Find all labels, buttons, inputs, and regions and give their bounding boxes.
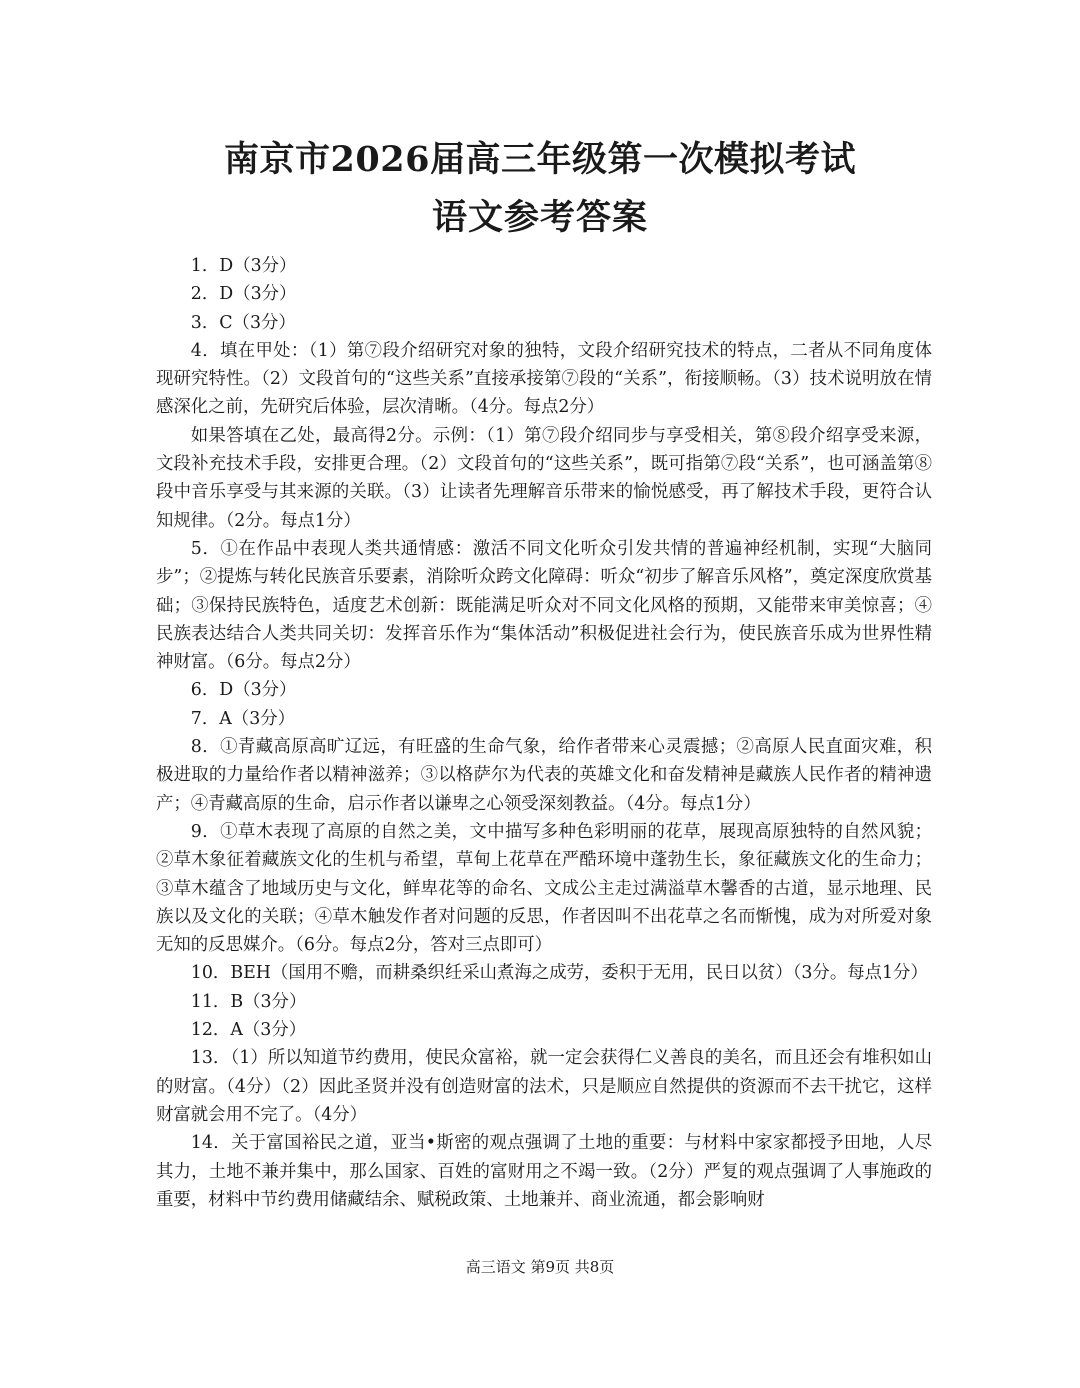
answer-9: 9．①草木表现了高原的自然之美，文中描写多种色彩明丽的花草，展现高原独特的自然风貌；②草木象征着藏族文化的生机与希望，草甸上花草在严酷环境中蓬勃生长，象征藏族文化的生命力；③草木蕴含了地域历史与文化，鲜卑花等的命名、文成公主走过满溢草木馨香的古道，显示地理、民族以及文化的关联；④草木触发作者对问题的反思，作者因叫不出花草之名而惭愧，成为对所爱对象无知的反思媒介。（6分。每点2分，答对三点即可） — [156, 821, 932, 956]
answer-4-alternative: 如果答填在乙处，最高得2分。示例：（1）第⑦段介绍同步与享受相关，第⑧段介绍享受来源，文段补充技术手段，安排更合理。（2）文段首句的“这些关系”，既可指第⑦段“关系”，也可涵盖第⑧段中音乐享受与其来源的关联。（3）让读者先理解音乐带来的愉悦感受，再了解技术手段，更符合认知规律。（2分。每点1分） — [156, 425, 932, 531]
document-subtitle: 语文参考答案 — [431, 197, 648, 238]
answer-list — [156, 252, 932, 1214]
answer-5: 5．①在作品中表现人类共通情感：激活不同文化听众引发共情的普遍神经机制，实现“大脑同步”；②提炼与转化民族音乐要素，消除听众跨文化障碍：听众“初步了解音乐风格”，奠定深度欣赏基础；③保持民族特色，适度艺术创新：既能满足听众对不同文化风格的预期，又能带来审美惊喜；④民族表达结合人类共同关切：发挥音乐作为“集体活动”积极促进社会行为，使民族音乐成为世界性精神财富。（6分。每点2分） — [156, 538, 932, 673]
answer-11: 11．B（3分） — [190, 991, 307, 1012]
answer-12: 12．A（3分） — [190, 1020, 307, 1041]
answer-10: 10．BEH（国用不赡，而耕桑织纴采山煮海之成劳，委积于无用，民日以贫）（3分。每点1分） — [190, 963, 928, 984]
answer-4: 4．填在甲处：（1）第⑦段介绍研究对象的独特，文段介绍研究技术的特点，二者从不同角度体现研究特性。（2）文段首句的“这些关系”直接承接第⑦段的“关系”，衔接顺畅。（3）技术说明放在情感深化之前，先研究后体验，层次清晰。（4分。每点2分） — [156, 340, 932, 418]
answer-1: 1．D（3分） — [190, 256, 297, 276]
answer-7: 7．A（3分） — [190, 708, 296, 729]
answer-6: 6．D（3分） — [190, 680, 297, 701]
answer-13: 13．（1）所以知道节约费用，使民众富裕，就一定会获得仁义善良的美名，而且还会有堆积如山的财富。（4分）（2）因此圣贤并没有创造财富的法术，只是顺应自然提供的资源而不去干扰它，这样财富就会用不完了。（4分） — [156, 1048, 932, 1125]
answer-14: 14．关于富国裕民之道，亚当•斯密的观点强调了土地的重要：与材料中家家都授予田地，人尽其力，土地不兼并集中，那么国家、百姓的富财用之不竭一致。（2分）严复的观点强调了人事施政的重要，材料中节约费用储藏结余、赋税政策、土地兼并、商业流通，都会影响财 — [156, 1133, 932, 1210]
answer-2: 2．D（3分） — [190, 284, 297, 305]
answer-8: 8．①青藏高原高旷辽远，有旺盛的生命气象，给作者带来心灵震撼；②高原人民直面灾难，积极进取的力量给作者以精神滋养；③以格萨尔为代表的英雄文化和奋发精神是藏族人民作者的精神遗产；④青藏高原的生命，启示作者以谦卑之心领受深刻教益。（4分。每点1分） — [156, 737, 932, 814]
answer-3: 3．C（3分） — [190, 312, 296, 333]
page-footer: 高三语文 第9页 共8页 — [465, 1258, 615, 1276]
document-title: 南京市2026届高三年级第一次模拟考试 — [224, 139, 856, 180]
